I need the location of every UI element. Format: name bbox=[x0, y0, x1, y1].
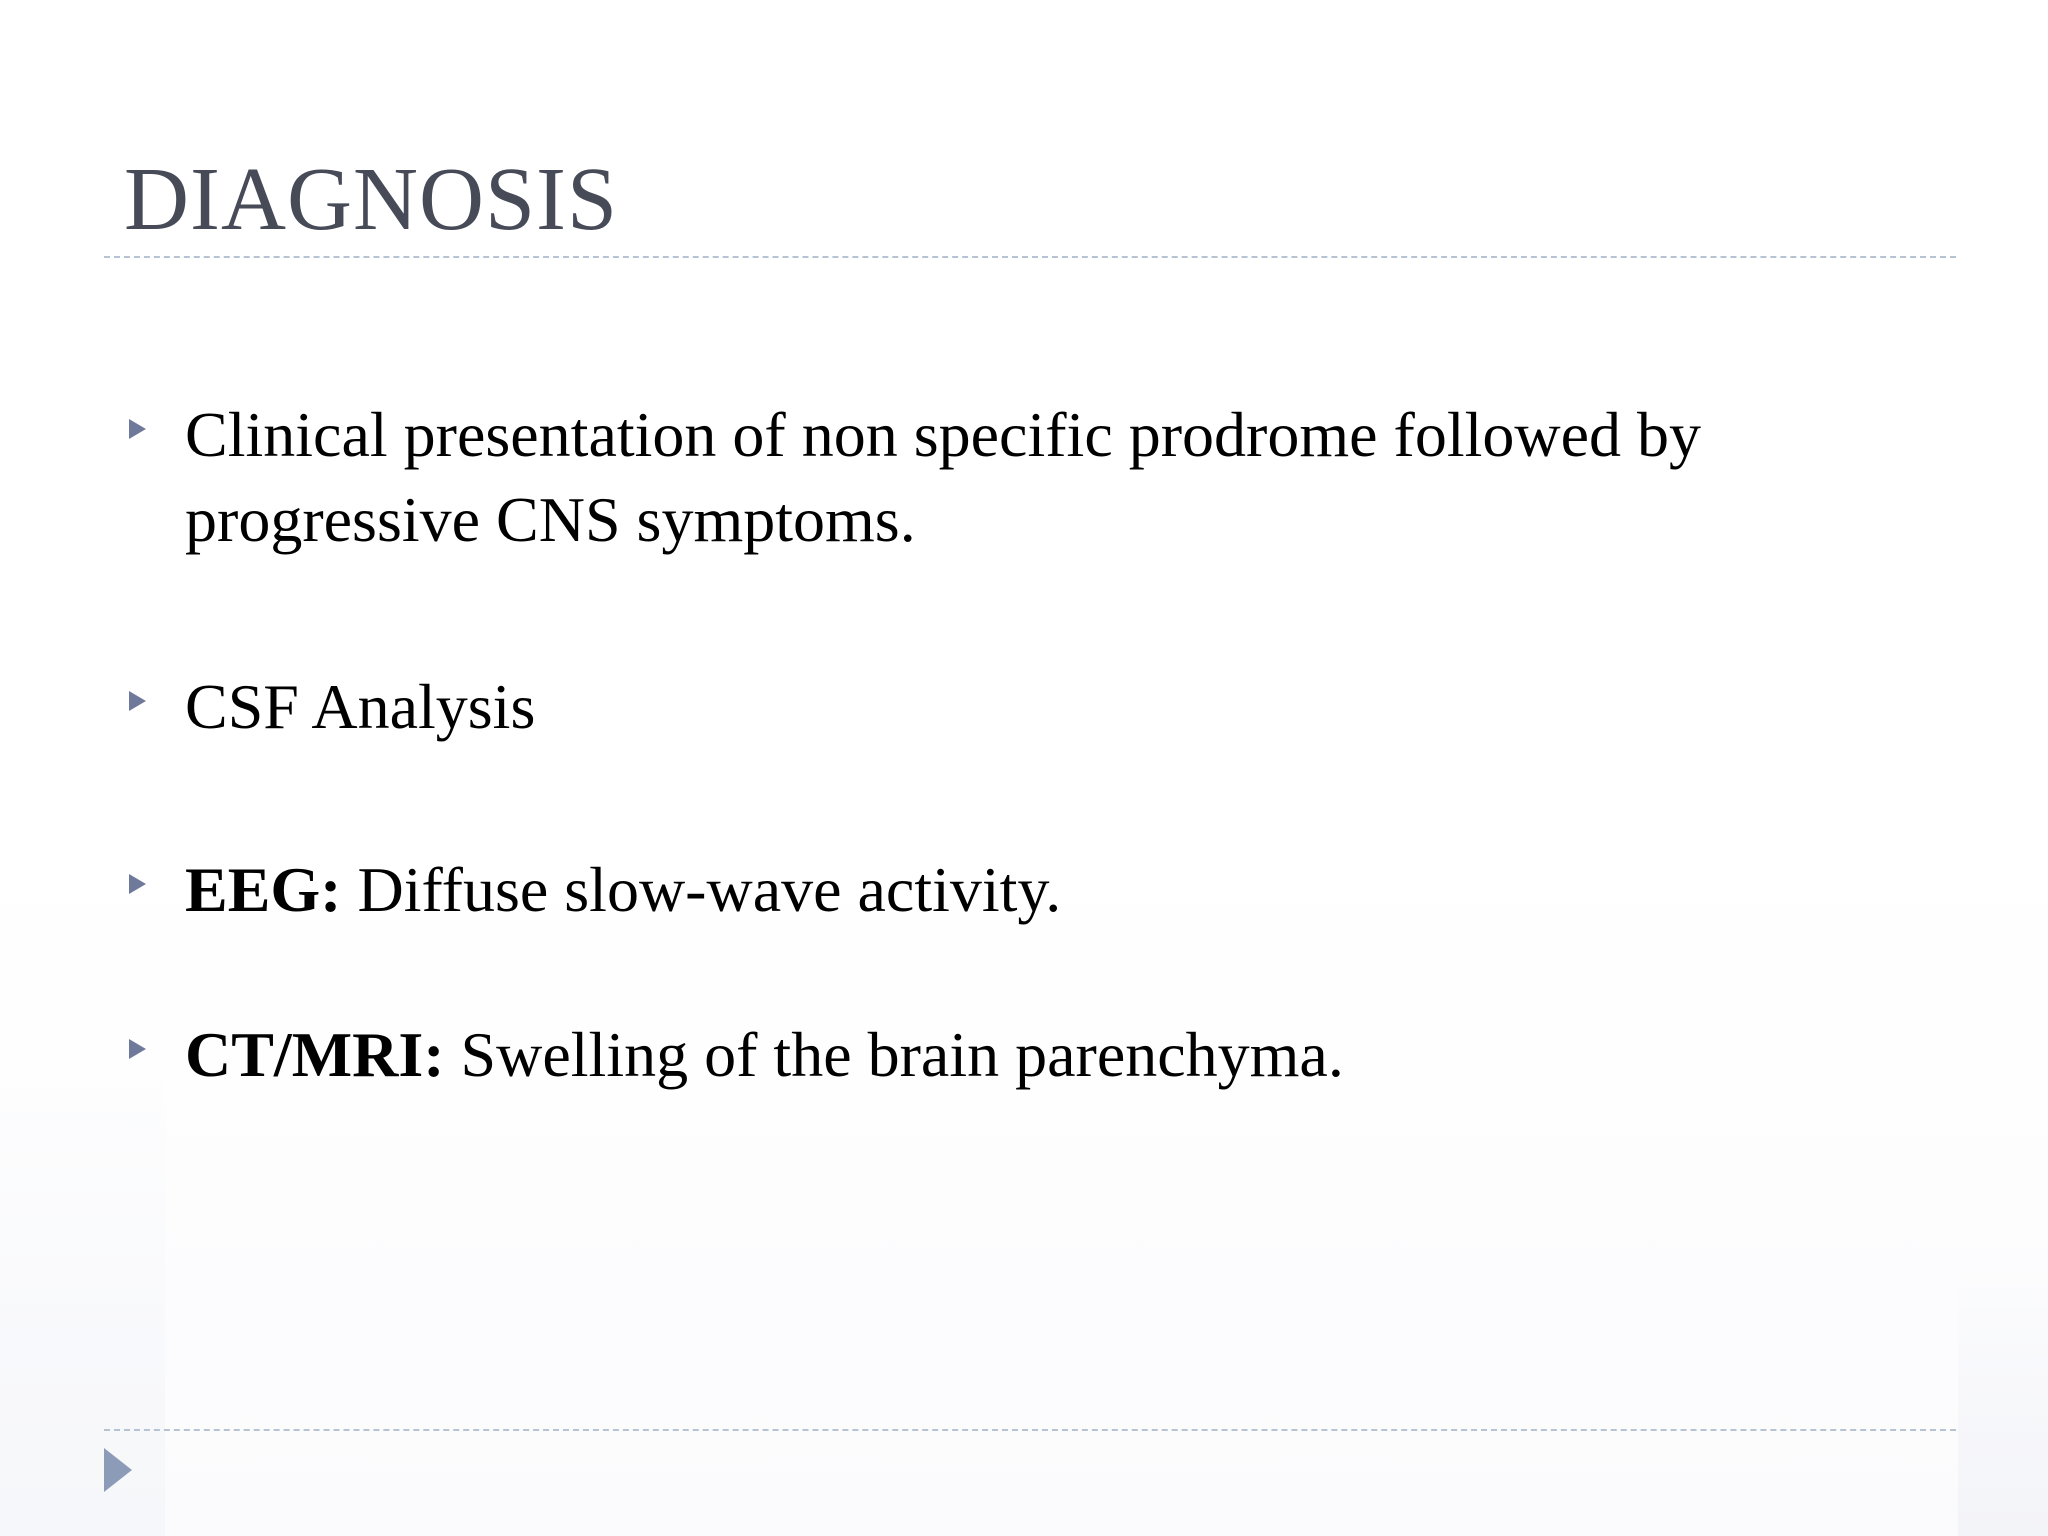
bullet-item-eeg bbox=[125, 847, 1945, 932]
bullet-item-clinical-presentation bbox=[125, 392, 1945, 562]
bullet-text: CSF Analysis bbox=[185, 671, 536, 742]
bullet-bold-label: EEG: bbox=[185, 854, 342, 925]
triangle-right-icon bbox=[129, 874, 146, 894]
slide-title: DIAGNOSIS bbox=[124, 150, 619, 249]
bullet-text: Clinical presentation of non specific prodrome followed by progressive CNS symptoms. bbox=[185, 399, 1702, 555]
bullet-list bbox=[125, 392, 1945, 1097]
triangle-right-icon bbox=[129, 1039, 146, 1059]
triangle-right-icon bbox=[129, 691, 146, 711]
play-triangle-icon bbox=[104, 1448, 132, 1492]
background-shade-right bbox=[1958, 1250, 2048, 1536]
footer-divider bbox=[104, 1429, 1956, 1431]
background-shade-left bbox=[0, 1060, 165, 1536]
bullet-item-csf-analysis bbox=[125, 664, 1945, 749]
bullet-text: Diffuse slow-wave activity. bbox=[341, 854, 1062, 925]
triangle-right-icon bbox=[129, 419, 146, 439]
bullet-item-ct-mri bbox=[125, 1012, 1945, 1097]
bullet-bold-label: CT/MRI: bbox=[185, 1019, 445, 1090]
bullet-text: Swelling of the brain parenchyma. bbox=[444, 1019, 1344, 1090]
title-divider bbox=[104, 256, 1956, 258]
